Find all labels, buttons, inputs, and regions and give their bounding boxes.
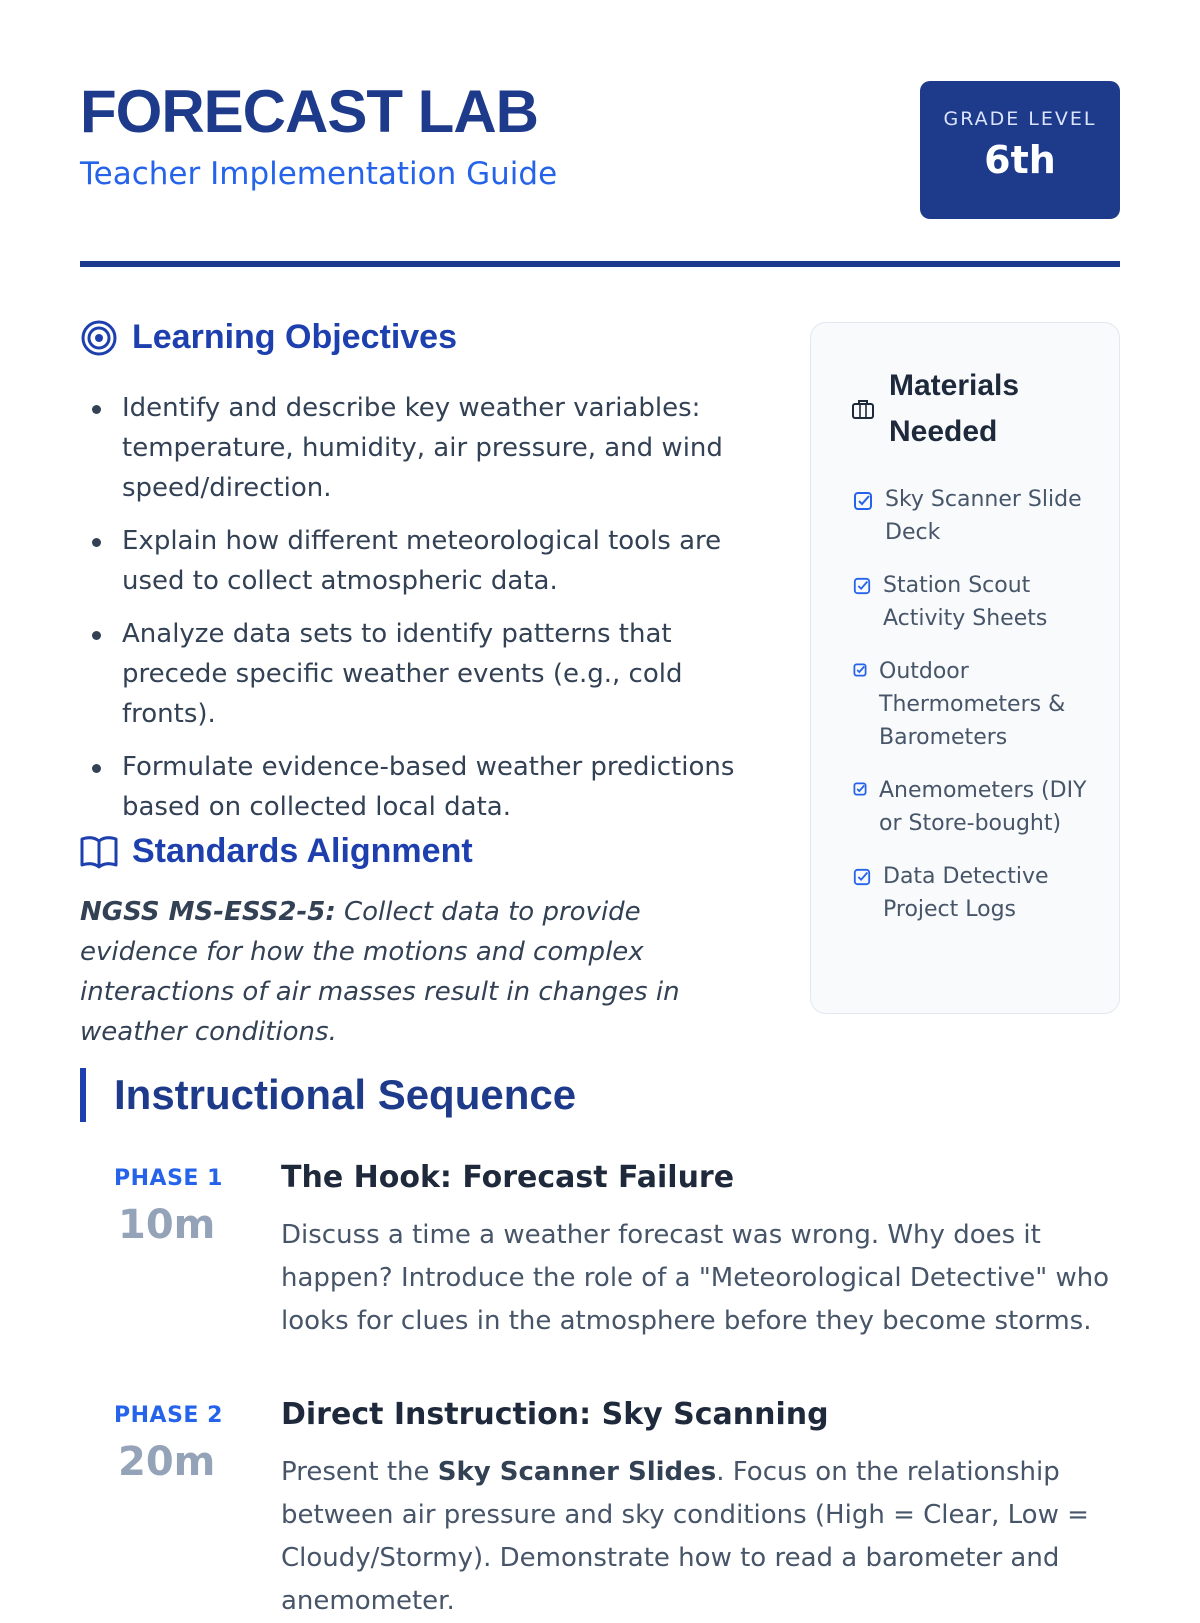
- phase-duration: 20m: [118, 1439, 216, 1485]
- materials-card: [810, 322, 1120, 1014]
- list-item: [853, 860, 1093, 926]
- materials-heading: [851, 363, 1059, 455]
- standard-code: NGSS MS-ESS2-5:: [80, 897, 336, 927]
- page-subtitle: Teacher Implementation Guide: [80, 156, 558, 192]
- standard-statement: [80, 892, 760, 1052]
- sequence-heading: [80, 1068, 576, 1122]
- list-item: Formulate evidence-based weather predictions based on collected local data.: [90, 747, 750, 827]
- checkbox-icon: [853, 491, 873, 511]
- material-label: Data Detective Project Logs: [883, 864, 1049, 922]
- target-icon: [80, 319, 118, 357]
- grade-level-label: GRADE LEVEL: [943, 108, 1097, 130]
- standards-heading-label: Standards Alignment: [132, 832, 473, 870]
- checkbox-icon: [853, 868, 871, 886]
- list-item: Identify and describe key weather variables: temperature, humidity, air pressure, and wind speed/direction.: [90, 388, 750, 508]
- phase-duration: 10m: [118, 1202, 216, 1248]
- phase-title: Direct Instruction: Sky Scanning: [281, 1397, 829, 1432]
- list-item: [853, 483, 1093, 549]
- checkbox-icon: [853, 782, 867, 796]
- list-item: Explain how different meteorological tools are used to collect atmospheric data.: [90, 521, 750, 601]
- briefcase-icon: [851, 398, 875, 420]
- open-book-icon: [80, 835, 118, 869]
- phase-description-suffix: . Focus on the relationship between air pressure and sky conditions (High = Clear, Low = Cloudy/Stormy). Demonstrate how to read a barometer and anemometer.: [281, 1457, 1089, 1616]
- phase-description: [281, 1451, 1121, 1623]
- materials-list: [853, 483, 1093, 946]
- list-item: [853, 655, 1093, 754]
- objectives-heading-label: Learning Objectives: [132, 318, 457, 356]
- list-item: [853, 569, 1093, 635]
- phase-title: The Hook: Forecast Failure: [281, 1160, 735, 1195]
- checkbox-icon: [853, 577, 871, 595]
- objectives-heading: [80, 318, 457, 357]
- objectives-list: [90, 388, 750, 840]
- standard-text: Collect data to provide evidence for how the motions and complex interactions of air masses result in changes in weather conditions.: [80, 897, 680, 1047]
- phase-tag: PHASE 1: [114, 1166, 223, 1191]
- phase-tag: PHASE 2: [114, 1403, 223, 1428]
- list-item: Analyze data sets to identify patterns that precede specific weather events (e.g., cold fronts).: [90, 614, 750, 734]
- material-label: Station Scout Activity Sheets: [883, 573, 1048, 631]
- checkbox-icon: [853, 663, 867, 677]
- grade-level-badge: [920, 81, 1120, 219]
- page-title: FORECAST LAB: [80, 78, 538, 145]
- sequence-heading-label: Instructional Sequence: [114, 1071, 577, 1118]
- material-label: Sky Scanner Slide Deck: [885, 487, 1082, 545]
- phase-description-bold: Sky Scanner Slides: [437, 1457, 717, 1487]
- materials-heading-label: Materials Needed: [889, 369, 1020, 448]
- list-item: [853, 774, 1093, 840]
- header-divider: [80, 261, 1120, 267]
- material-label: Anemometers (DIY or Store-bought): [879, 778, 1087, 836]
- grade-level-value: 6th: [984, 138, 1056, 182]
- page-header: [80, 78, 1120, 268]
- phase-description: Discuss a time a weather forecast was wrong. Why does it happen? Introduce the role of a "Meteorological Detective" who looks for clues in the atmosphere before they become storms.: [281, 1220, 1110, 1336]
- phase-description-prefix: Present the: [281, 1457, 438, 1487]
- standards-heading: [80, 832, 473, 871]
- material-label: Outdoor Thermometers & Barometers: [879, 659, 1066, 750]
